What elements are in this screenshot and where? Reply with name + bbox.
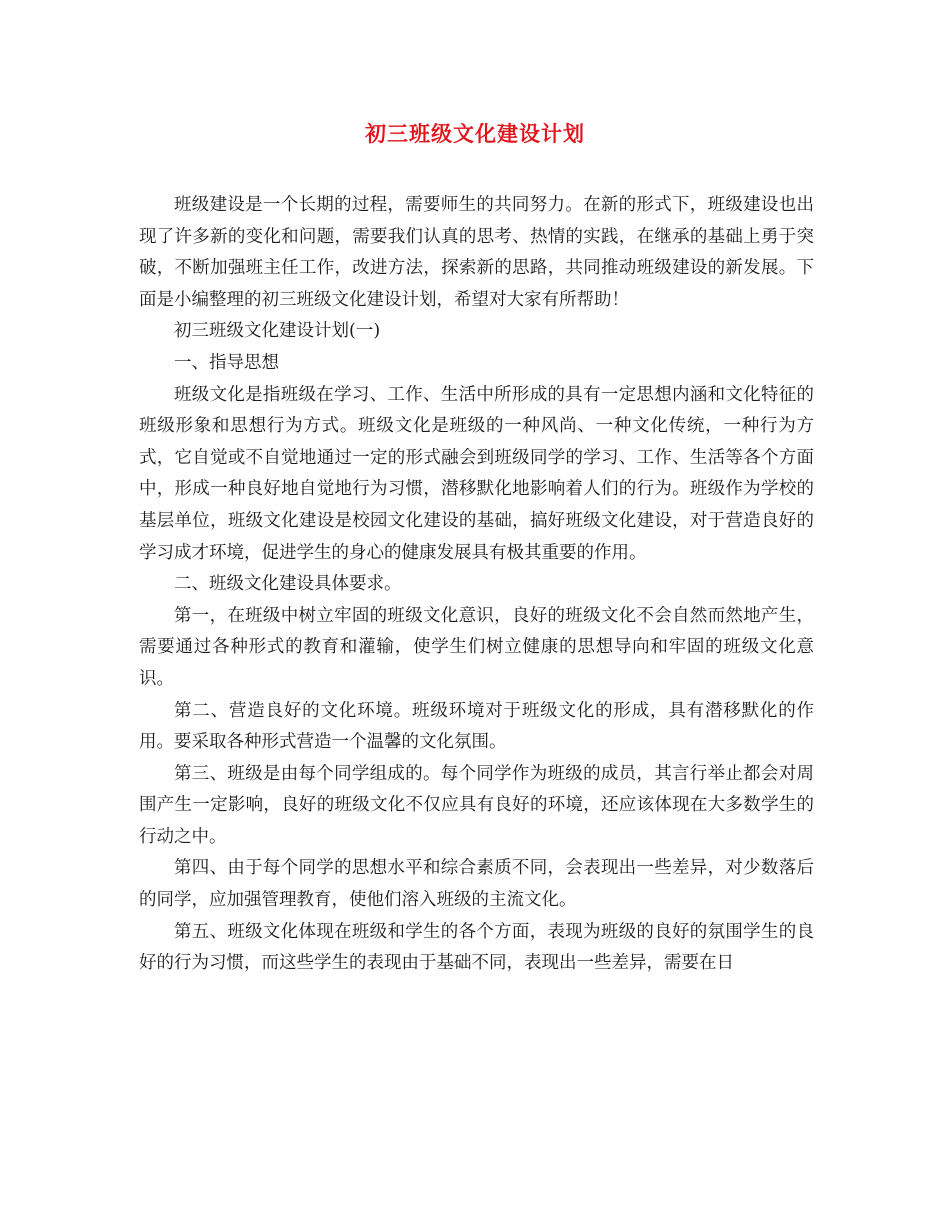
paragraph-class-culture-definition: 班级文化是指班级在学习、工作、生活中所形成的具有一定思想内涵和文化特征的班级形象和思想行为方式。班级文化是班级的一种风尚、一种文化传统，一种行为方式，它自觉或不自觉地通过一定的形式融会到班级同学的学习、工作、生活等各个方面中，形成一种良好地自觉地行为习惯，潜移默化地影响着人们的行为。班级作为学校的基层单位，班级文化建设是校园文化建设的基础，搞好班级文化建设，对于营造良好的学习成才环境，促进学生的身心的健康发展具有极其重要的作用。 <box>139 384 814 563</box>
section-heading-requirements: 二、班级文化建设具体要求。 <box>174 574 402 595</box>
paragraph-requirement-5: 第五、班级文化体现在班级和学生的各个方面，表现为班级的良好的氛围学生的良好的行为习惯，而这些学生的表现由于基础不同，表现出一些差异，需要在日 <box>139 921 814 974</box>
paragraph-requirement-2: 第二、营造良好的文化环境。班级环境对于班级文化的形成，具有潜移默化的作用。要采取各种形式营造一个温馨的文化氛围。 <box>139 700 814 753</box>
paragraph-requirement-4: 第四、由于每个同学的思想水平和综合素质不同，会表现出一些差异，对少数落后的同学，应加强管理教育，使他们溶入班级的主流文化。 <box>139 858 814 911</box>
document-title: 初三班级文化建设计划 <box>365 121 585 146</box>
paragraph-intro: 班级建设是一个长期的过程，需要师生的共同努力。在新的形式下，班级建设也出现了许多新的变化和问题，需要我们认真的思考、热情的实践，在继承的基础上勇于突破，不断加强班主任工作，改进方法，探索新的思路，共同推动班级建设的新发展。下面是小编整理的初三班级文化建设计划，希望对大家有所帮助！ <box>139 195 814 310</box>
section-heading-guiding-ideology: 一、指导思想 <box>174 352 279 373</box>
section-heading-plan-one: 初三班级文化建设计划(一) <box>174 321 381 342</box>
paragraph-requirement-3: 第三、班级是由每个同学组成的。每个同学作为班级的成员，其言行举止都会对周围产生一定影响，良好的班级文化不仅应具有良好的环境，还应该体现在大多数学生的行动之中。 <box>139 763 814 847</box>
paragraph-requirement-1: 第一，在班级中树立牢固的班级文化意识，良好的班级文化不会自然而然地产生，需要通过各种形式的教育和灌输，使学生们树立健康的思想导向和牢固的班级文化意识。 <box>139 605 814 689</box>
document-body <box>139 190 814 980</box>
